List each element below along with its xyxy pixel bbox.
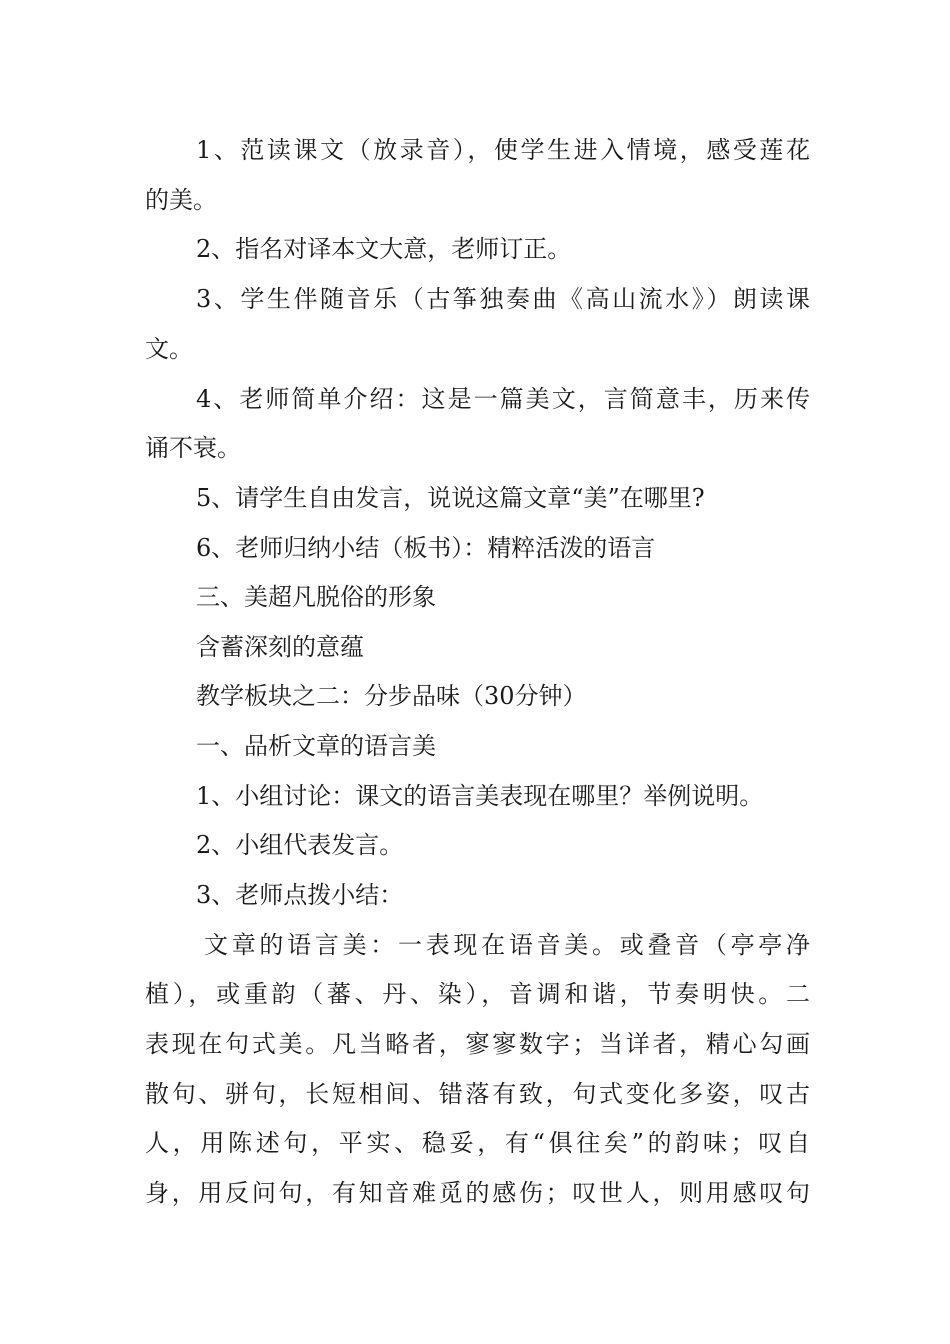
paragraph-line: 2、小组代表发言。 bbox=[196, 831, 404, 859]
paragraph-line: 表现在句式美。凡当略者，寥寥数字；当详者，精心勾画 bbox=[145, 1030, 810, 1058]
paragraph-line: 1、范读课文（放录音），使学生进入情境，感受莲花 bbox=[196, 136, 810, 164]
paragraph-line: 植），或重韵（蕃、丹、染），音调和谐，节奏明快。二 bbox=[145, 980, 810, 1008]
paragraph-line: 三、美超凡脱俗的形象 bbox=[196, 583, 436, 611]
paragraph-line: 身，用反问句，有知音难觅的感伤；叹世人，则用感叹句 bbox=[145, 1179, 810, 1207]
paragraph-line: 4、老师简单介绍：这是一篇美文，言简意丰，历来传 bbox=[196, 385, 810, 413]
paragraph-line: 2、指名对译本文大意，老师订正。 bbox=[196, 235, 572, 263]
paragraph-line: 教学板块之二：分步品味（30分钟） bbox=[196, 682, 587, 710]
paragraph-line: 5、请学生自由发言，说说这篇文章“美”在哪里? bbox=[196, 484, 705, 512]
paragraph-line: 散句、骈句，长短相间、错落有致，句式变化多姿，叹古 bbox=[145, 1080, 810, 1108]
paragraph-line: 3、老师点拨小结： bbox=[196, 881, 404, 909]
paragraph-line: 1、小组讨论：课文的语言美表现在哪里？举例说明。 bbox=[196, 782, 764, 810]
paragraph-line: 一、品析文章的语言美 bbox=[196, 732, 436, 760]
paragraph-line: 6、老师归纳小结（板书）：精粹活泼的语言 bbox=[196, 534, 656, 562]
paragraph-line: 文。 bbox=[145, 335, 193, 363]
paragraph-line: 诵不衰。 bbox=[145, 434, 241, 462]
paragraph-line: 人，用陈述句，平实、稳妥，有“俱往矣”的韵味；叹自 bbox=[145, 1129, 810, 1157]
paragraph-line: 含蓄深刻的意蕴 bbox=[196, 633, 364, 661]
paragraph-line: 3、学生伴随音乐（古筝独奏曲《高山流水》）朗读课 bbox=[196, 285, 810, 313]
paragraph-line: 的美。 bbox=[145, 186, 217, 214]
paragraph-line: 文章的语言美：一表现在语音美。或叠音（亭亭净 bbox=[204, 931, 810, 959]
